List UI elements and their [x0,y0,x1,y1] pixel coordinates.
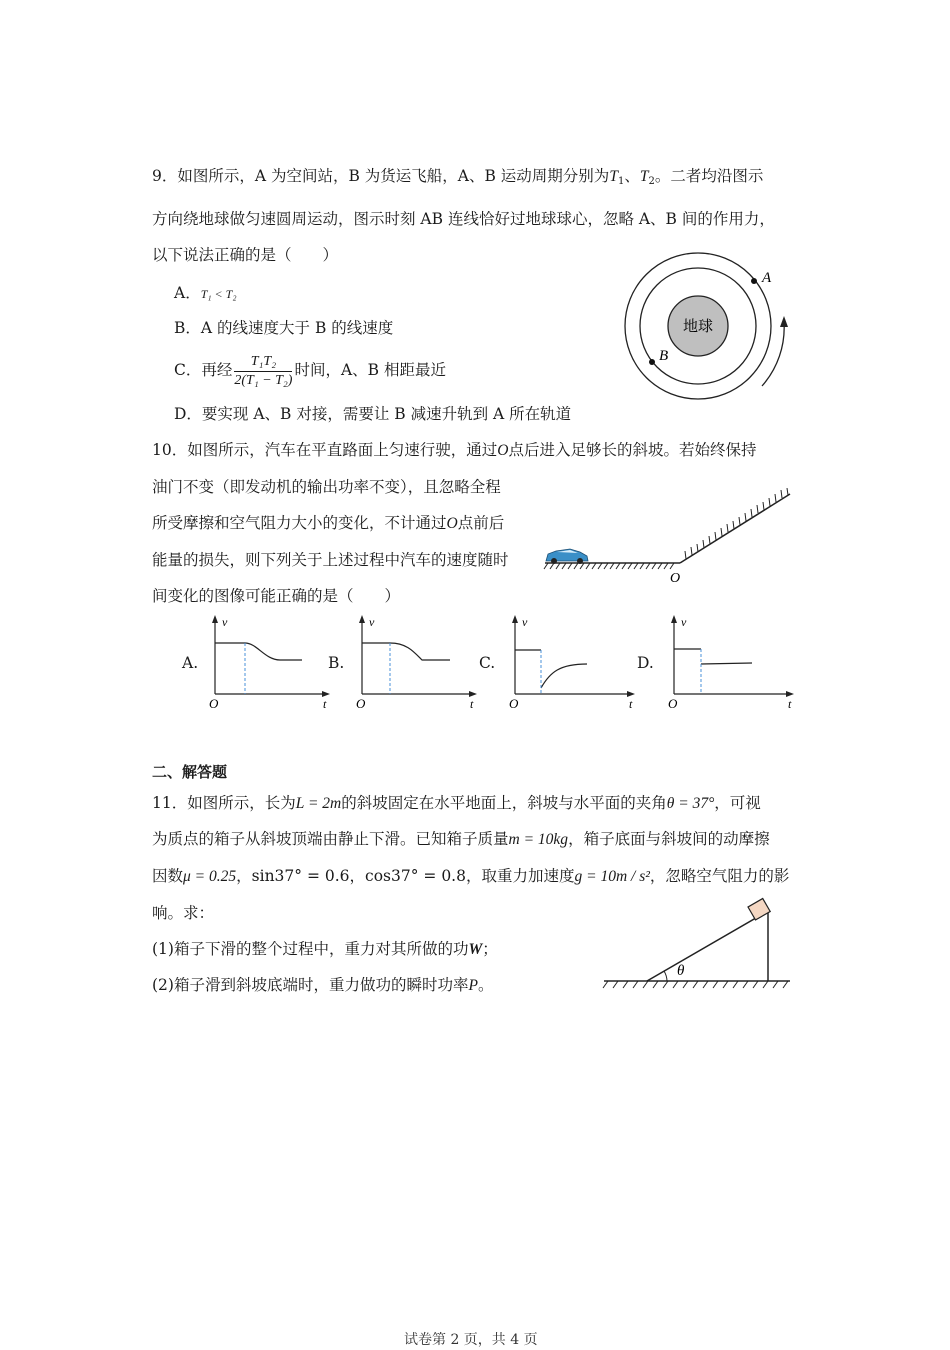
graph-c-label: C. [479,654,496,672]
section-title: 二、解答题 [152,763,228,781]
svg-text:t: t [788,697,792,711]
incline-figure [600,895,795,995]
label-a: A [762,270,772,286]
slope-hatching [685,488,788,559]
q11-part2: (2)箱子滑到斜坡底端时，重力做功的瞬时功率P。 [152,976,494,994]
svg-text:O: O [509,696,519,711]
svg-text:t: t [470,697,474,711]
graph-a-label: A. [182,654,199,672]
graph-c [505,612,640,712]
graph-a [205,612,335,712]
svg-text:O: O [668,696,678,711]
box [748,899,770,920]
graph-b [352,612,482,712]
road-slope-figure [540,488,800,588]
q9-option-c: C．再经 $\frac{\text{T₁T₂}}{\text{2(T₁ − T₂)}}$ 时间，A、B 相距最近 [174,353,446,388]
svg-text:O: O [209,696,219,711]
q11-line2: 为质点的箱子从斜坡顶端由静止下滑。已知箱子质量m = 10kg，箱子底面与斜坡间的动摩擦 [152,830,770,848]
svg-text:v: v [222,615,228,629]
q9-option-c-fraction: $\frac{\text{T₁T₂}}{\text{2(T₁ − T₂)}}$ [234,353,293,388]
q11-line1: 11．如图所示，长为L = 2m的斜坡固定在水平地面上，斜坡与水平面的夹角θ = 37°，可视 [152,794,761,812]
q9-line2: 方向绕地球做匀速圆周运动，图示时刻 AB 连线恰好过地球球心，忽略 A、B 间的作用力， [152,210,775,228]
graph-c-curve [541,664,587,688]
label-o: O [670,571,681,586]
theta-label: θ [677,963,685,979]
q9-option-a: A．T₁ < T₂ [174,284,237,302]
q10-line2: 油门不变（即发动机的输出功率不变），且忽略全程 [152,478,501,496]
slope-line [680,494,790,563]
svg-text:v: v [522,615,528,629]
q11-line3: 因数μ = 0.25，sin37° = 0.6，cos37° = 0.8，取重力加速度g = 10m / s²，忽略空气阻力的影 [152,867,790,885]
angle-arc [664,971,667,981]
svg-text:v: v [369,615,375,629]
earth-label: 地球 [682,317,714,335]
svg-text:v: v [681,615,687,629]
graph-d-curve [701,663,752,664]
svg-text:t: t [629,697,633,711]
q9-option-d: D．要实现 A、B 对接，需要让 B 减速升轨到 A 所在轨道 [174,405,572,423]
graph-d [664,612,799,712]
page-footer: 试卷第 2 页，共 4 页 [404,1332,538,1348]
q10-line1: 10．如图所示，汽车在平直路面上匀速行驶，通过O点后进入足够长的斜坡。若始终保持 [152,441,757,459]
label-b: B [659,348,669,364]
graph-b-curve [362,643,450,660]
station-a [751,278,757,284]
graph-b-label: B. [328,654,345,672]
ground-hatching [603,981,788,988]
q9-line1: 9．如图所示，A 为空间站，B 为货运飞船，A、B 运动周期分别为$T_1$、$T_2$。二者均沿图示 [152,167,764,187]
q11-line4: 响。求： [152,904,215,922]
q9-option-b: B．A 的线速度大于 B 的线速度 [174,319,394,337]
q10-line4: 能量的损失，则下列关于上述过程中汽车的速度随时 [152,551,509,569]
orbit-figure [612,250,802,400]
q9-line3: 以下说法正确的是（ ） [152,246,339,264]
ship-b [649,359,655,365]
arrow-head [780,316,788,327]
car-icon [546,549,588,564]
road-hatching [544,563,674,569]
graph-d-label: D. [637,654,654,672]
q10-line3: 所受摩擦和空气阻力大小的变化，不计通过O点前后 [152,514,505,532]
q11-part1: (1)箱子下滑的整个过程中，重力对其所做的功W； [152,940,498,958]
svg-text:O: O [356,696,366,711]
svg-text:t: t [323,697,327,711]
q10-line5: 间变化的图像可能正确的是（ ） [152,587,401,605]
incline-line [647,911,768,981]
graph-a-curve [215,643,302,660]
